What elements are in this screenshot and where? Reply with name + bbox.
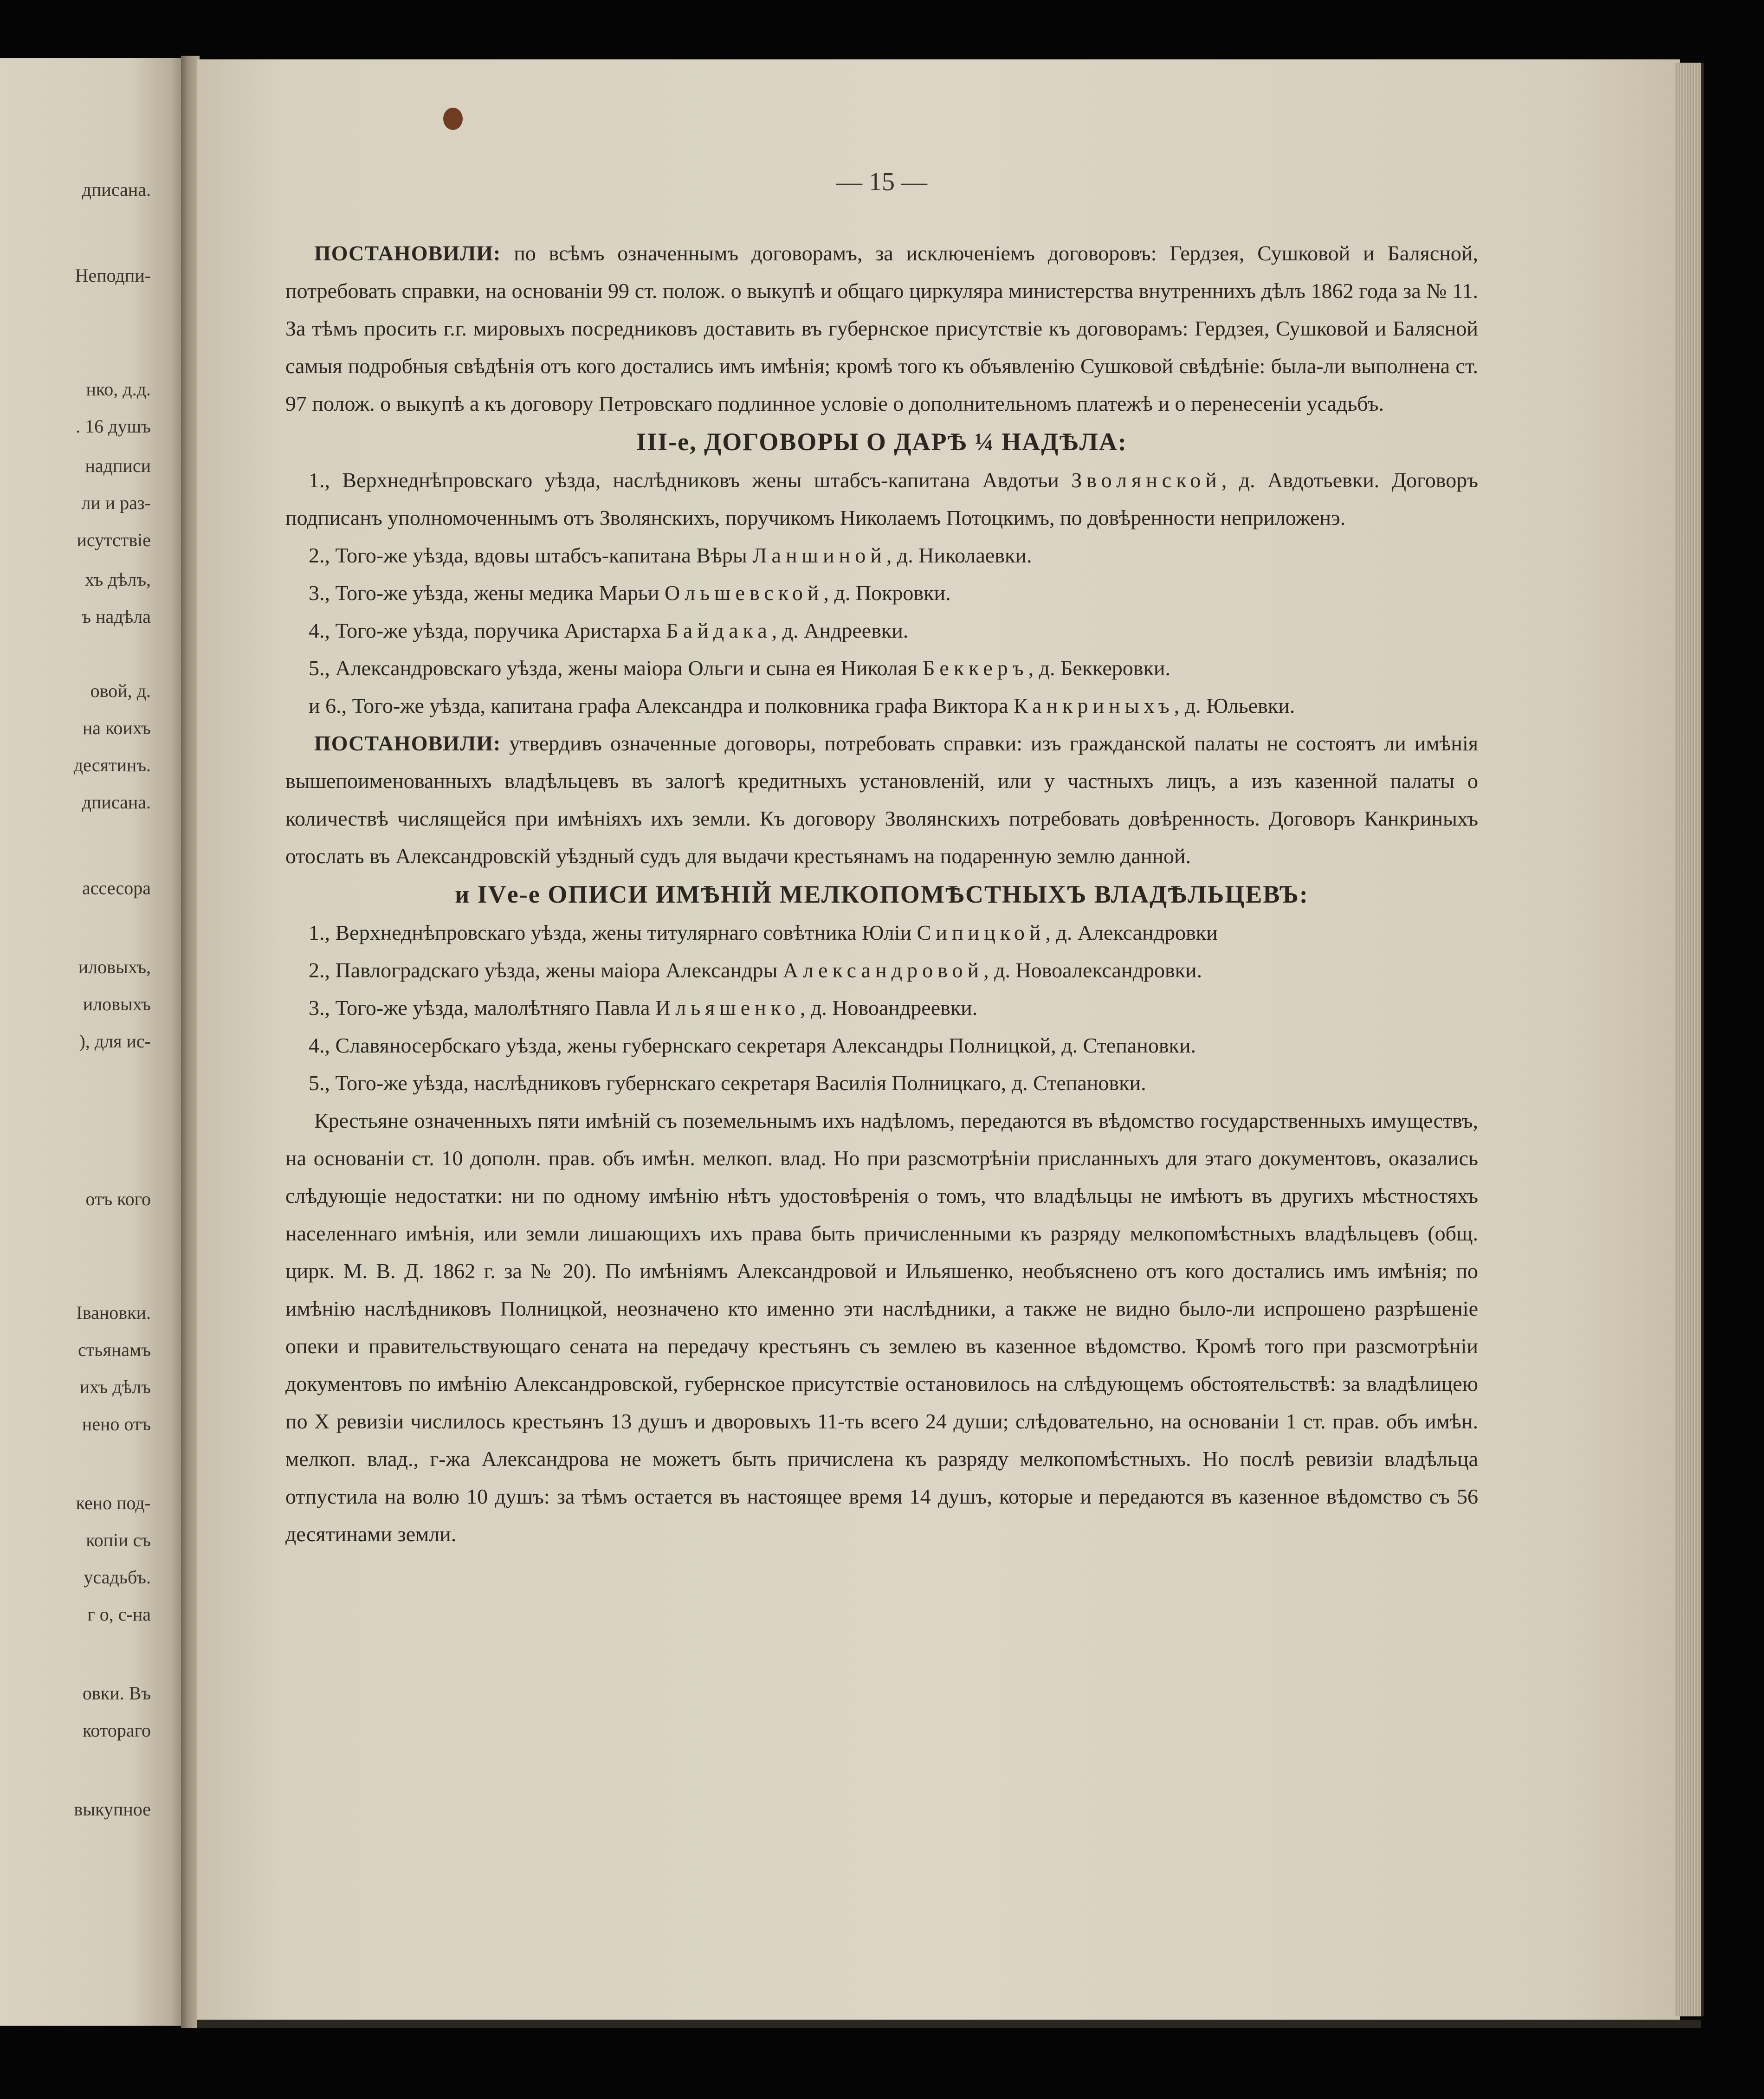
list-item-text: 1., Верхнеднѣпровскаго уѣзда, наслѣдниковъ жены штабсъ-капитана Авдотьи [309,468,1072,492]
owner-surname: Беккеръ [923,656,1028,680]
page-body [285,234,1478,1553]
previous-page-line: нено отъ [82,1414,151,1434]
page-stack-edge [1675,63,1704,2016]
list-item-text: 4., Славяносербскаго уѣзда, жены губернскаго секретаря Александры Полницкой, д. Степановки. [309,1033,1196,1057]
previous-page-line: Неподпи- [75,265,151,286]
list-item [285,461,1478,536]
previous-page-line: овой, д. [90,680,151,701]
previous-page-line: Івановки. [76,1302,151,1323]
owner-surname: Ольшевской [664,581,824,605]
estate-inventory-list [285,914,1478,1102]
list-item-text: , д. Беккеровки. [1028,656,1170,680]
owner-surname: Зволянской [1071,468,1221,492]
owner-surname: Байдака [666,619,772,642]
list-item-text: 3., Того-же уѣзда, малолѣтняго Павла [309,996,656,1020]
resolution-text: утвердивъ означенные договоры, потребовать справки: изъ гражданской палаты не состоятъ ли имѣнія вышепоименованныхъ владѣльцевъ въ залогѣ кредитныхъ установленій, или у частныхъ лицъ, а изъ казенной палаты о количествѣ числящейся при имѣніяхъ ихъ земли. Къ договору Зволянскихъ потребовать довѣренность. Договоръ Канкриныхъ отослать въ Александровскій уѣздный судъ для выдачи крестьянамъ на подаренную землю данной. [285,731,1478,868]
previous-page [0,58,186,2026]
list-item-text: 3., Того-же уѣзда, жены медика Марьи [309,581,665,605]
list-item-text: , д. Покровки. [823,581,951,605]
previous-page-line: дписана. [82,792,151,813]
gift-agreements-list [285,461,1478,724]
list-item [285,536,1478,574]
previous-page-line: выкупное [74,1799,151,1820]
previous-page-line: овки. Въ [82,1683,151,1704]
list-item-text: 5., Александровскаго уѣзда, жены маіора Ольги и сына ея Николая [309,656,923,680]
owner-surname: Ильяшенко [655,996,800,1020]
section-heading-4: и IVе-е ОПИСИ ИМѢНІЙ МЕЛКОПОМѢСТНЫХЪ ВЛАДѢЛЬЦЕВЪ: [455,880,1309,908]
list-item [285,612,1478,649]
list-item-text: , д. Юльевки. [1174,694,1295,717]
resolution-paragraph-2 [285,724,1478,875]
previous-page-line: исутствіе [77,530,151,550]
list-item [285,989,1478,1027]
previous-page-line: г о, с-на [87,1604,151,1625]
previous-page-line: копіи съ [86,1530,151,1550]
previous-page-line: ли и раз- [81,492,151,513]
previous-page-line: стьянамъ [78,1339,151,1360]
list-item [285,914,1478,951]
list-item-text: , д. Николаевки. [886,543,1032,567]
list-item-text: 2., Того-же уѣзда, вдовы штабсъ-капитана Вѣры [309,543,753,567]
previous-page-line: хъ дѣлъ, [85,569,151,590]
owner-surname: Канкриныхъ [1014,694,1174,717]
list-item-text: 5., Того-же уѣзда, наслѣдниковъ губернскаго секретаря Василія Полницкаго, д. Степановки. [309,1071,1146,1095]
previous-page-line: иловыхъ, [78,956,151,977]
owner-surname: Ланшиной [752,543,886,567]
previous-page-line: иловыхъ [83,994,151,1014]
list-item-text: 2., Павлоградскаго уѣзда, жены маіора Александры [309,958,783,982]
previous-page-line: . 16 душъ [76,416,151,437]
list-item [285,649,1478,687]
previous-page-line: ихъ дѣлъ [79,1376,151,1397]
list-item-text: 4., Того-же уѣзда, поручика Аристарха [309,619,666,642]
resolution-text: по всѣмъ означеннымъ договорамъ, за исключеніемъ договоровъ: Гердзея, Сушковой и Балясной, потребовать справки, на основаніи 99 ст. полож. о выкупѣ и общаго циркуляра министерства внутреннихъ дѣлъ 1862 года за № 11. За тѣмъ просить г.г. мировыхъ посредниковъ доставить въ губернское присутствіе къ договорамъ: Гердзея, Сушковой и Балясной самыя подробныя свѣдѣнія отъ кого достались имъ имѣнія; кромѣ того къ объявленію Сушковой свѣдѣніе: была-ли выполнена ст. 97 полож. о выкупѣ а къ договору Петровскаго подлинное условіе о дополнительномъ платежѣ и о перенесеніи усадьбъ. [285,241,1478,415]
previous-page-line: ъ надѣла [81,606,151,627]
book-bottom-edge [197,2020,1701,2028]
resolution-lead: ПОСТАНОВИЛИ: [314,241,501,265]
book-gutter [181,56,200,2028]
list-item-text: , д. Александровки [1045,921,1218,944]
resolution-paragraph-1 [285,234,1478,422]
list-item [285,574,1478,612]
previous-page-line: нко, д.д. [86,379,151,400]
list-item-text: 1., Верхнеднѣпровскаго уѣзда, жены титулярнаго совѣтника Юліи [309,921,917,944]
previous-page-line: усадьбъ. [84,1567,151,1588]
scan-backdrop [0,0,1764,60]
resolution-lead: ПОСТАНОВИЛИ: [314,731,501,755]
list-item-text: , д. Новоалександровки. [983,958,1202,982]
list-item-text: , д. Авдотьевки. Договоръ подписанъ уполномоченнымъ отъ Зволянскихъ, поручикомъ Николаемъ Потоцкимъ, по довѣренности неприложенэ. [285,468,1478,530]
previous-page-line: отъ кого [85,1188,151,1209]
previous-page-line: дписана. [82,179,151,200]
list-item [285,951,1478,989]
previous-page-line: на коихъ [82,717,151,738]
list-item-text: и 6., Того-же уѣзда, капитана графа Александра и полковника графа Виктора [309,694,1014,717]
previous-page-line: котораго [83,1720,151,1741]
previous-page-line: кено под- [76,1492,151,1513]
list-item [285,1027,1478,1064]
list-item-text: , д. Новоандреевки. [800,996,978,1020]
ink-stain [443,108,463,130]
owner-surname: Сипицкой [917,921,1046,944]
peasants-paragraph: Крестьяне означенныхъ пяти имѣній съ поземельнымъ ихъ надѣломъ, передаются въ вѣдомство государственныхъ имуществъ, на основаніи ст. 10 дополн. прав. объ имѣн. мелкоп. влад. Но при разсмотрѣніи присланныхъ для этаго документовъ, оказались слѣдующіе недостатки: ни по одному имѣнію нѣтъ удостовѣренія о томъ, что владѣльцы не имѣютъ въ другихъ мѣстностяхъ населеннаго имѣнія, или земли лишающихъ ихъ права быть причисленными къ разряду мелкопомѣстныхъ владѣльцевъ (общ. цирк. М. В. Д. 1862 г. за № 20). По имѣніямъ Александровой и Ильяшенко, необъяснено отъ кого достались имъ имѣнія; по имѣнію наслѣдниковъ Полницкой, неозначено кто именно эти наслѣдники, а также не видно было-ли испрошено разрѣшеніе опеки и правительствующаго сената на передачу крестьянъ съ землею въ казенное вѣдомство. Кромѣ того при разсмотрѣніи документовъ по имѣнію Александровской, губернское присутствіе остановилось на слѣдующемъ обстоятельствѣ: за владѣлицею по X ревизіи числилось крестьянъ 13 душъ и дворовыхъ 11-ть всего 24 души; слѣдовательно, на основаніи 1 ст. прав. объ имѣн. мелкоп. влад., г-жа Александрова не можетъ быть причислена къ разряду мелкопомѣстныхъ. Но послѣ ревизіи владѣльца отпустила на волю 10 душъ: за тѣмъ остается въ настоящее время 14 душъ, которые и передаются въ казенное вѣдомство съ 56 десятинами земли. [285,1109,1478,1546]
previous-page-line: ), для ис- [79,1031,151,1052]
previous-page-line: десятинъ. [73,755,151,775]
page-number: — 15 — [836,168,927,196]
section-heading-3: III-е, ДОГОВОРЫ О ДАРѢ ¼ НАДѢЛА: [636,428,1127,456]
owner-surname: Александровой [782,958,984,982]
previous-page-line: надписи [85,455,151,476]
list-item [285,1064,1478,1102]
previous-page-line: ассесора [82,878,151,898]
list-item [285,687,1478,724]
list-item-text: , д. Андреевки. [771,619,909,642]
